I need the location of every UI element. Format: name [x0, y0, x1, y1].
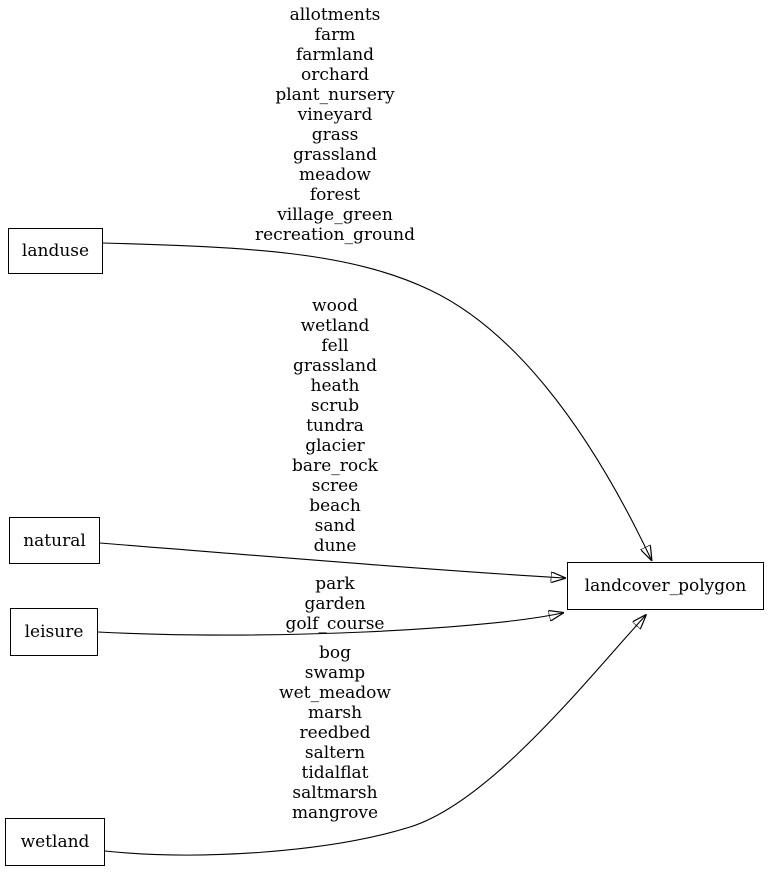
edge-label-line: tundra — [306, 416, 364, 436]
edge-label-line: saltmarsh — [292, 783, 378, 803]
node-wetland — [5, 818, 105, 866]
edge-label-line: meadow — [299, 165, 371, 185]
edge-label-line: marsh — [307, 703, 363, 723]
node-natural-label: natural — [23, 530, 86, 551]
edge-label-leisure — [210, 574, 460, 634]
edge-label-line: plant_nursery — [275, 85, 395, 105]
node-landcover-polygon — [567, 562, 764, 610]
edge-label-landuse — [210, 5, 460, 245]
edge-label-line: swamp — [304, 663, 366, 683]
edge-label-line: grassland — [293, 145, 377, 165]
edge-label-line: park — [315, 574, 355, 594]
edge-label-line: dune — [313, 536, 357, 556]
edge-label-line: fell — [321, 336, 349, 356]
edge-label-line: grassland — [293, 356, 377, 376]
edge-label-line: orchard — [301, 65, 369, 85]
edge-label-line: recreation_ground — [254, 225, 415, 245]
edge-label-line: beach — [309, 496, 361, 516]
node-landuse-label: landuse — [21, 241, 90, 261]
node-wetland-label: wetland — [20, 832, 90, 852]
edge-label-line: saltern — [304, 743, 366, 763]
edge-label-line: farm — [314, 25, 356, 45]
edge-label-line: village_green — [277, 205, 393, 225]
edge-label-wetland — [210, 643, 460, 823]
edge-label-line: glacier — [305, 436, 365, 456]
edge-label-line: heath — [310, 376, 360, 396]
edge-label-line: allotments — [289, 5, 381, 25]
edge-label-line: reedbed — [299, 723, 371, 743]
edge-label-line: mangrove — [291, 803, 379, 823]
edge-label-line: sand — [314, 516, 356, 536]
node-leisure-label: leisure — [24, 622, 84, 642]
edge-label-line: wood — [312, 296, 358, 316]
edge-label-line: bare_rock — [292, 456, 378, 476]
edge-label-line: forest — [309, 185, 361, 205]
node-landcover-polygon-label: landcover_polygon — [584, 576, 747, 596]
edge-label-line: tidalflat — [301, 763, 369, 783]
edge-label-line: bog — [319, 643, 351, 663]
edge-label-line: scree — [311, 476, 359, 496]
edge-label-line: vineyard — [297, 105, 373, 125]
edge-label-line: garden — [304, 594, 366, 614]
edge-label-natural — [210, 296, 460, 556]
edge-label-line: scrub — [310, 396, 360, 416]
node-leisure — [10, 608, 98, 656]
node-landuse — [8, 228, 103, 274]
node-natural — [9, 517, 100, 564]
edge-label-line: farmland — [295, 45, 375, 65]
edge-label-line: wetland — [300, 316, 370, 336]
edge-label-line: grass — [311, 125, 359, 145]
edge-label-line: wet_meadow — [279, 683, 391, 703]
edge-label-line: golf_course — [285, 614, 385, 634]
